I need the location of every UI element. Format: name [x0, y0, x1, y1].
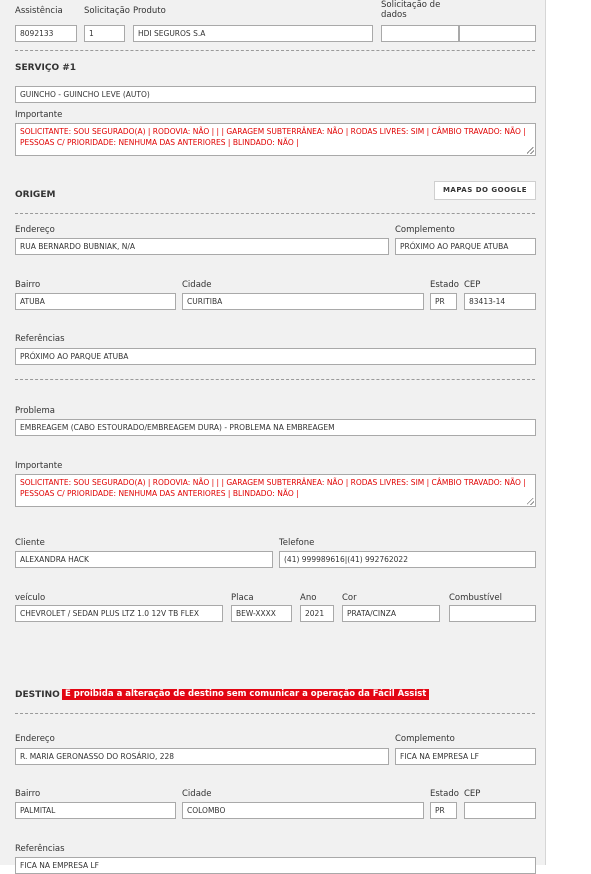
origem-referencias-field[interactable]: PRÓXIMO AO PARQUE ATUBA: [15, 348, 536, 365]
produto-label: Produto: [133, 6, 166, 16]
destino-estado-field[interactable]: PR: [430, 802, 457, 819]
importante-textarea[interactable]: [15, 123, 536, 156]
origem-referencias-label: Referências: [15, 334, 65, 344]
origem-endereco-label: Endereço: [15, 225, 55, 235]
destino-referencias-label: Referências: [15, 844, 65, 854]
problema-importante-text: SOLICITANTE: SOU SEGURADO(A) | RODOVIA: NÃO | | | GARAGEM SUBTERRÂNEA: NÃO | RODAS LIVRES: SIM | CÂMBIO TRAVADO: NÃO | PESSOAS C/ PRIORIDADE: NENHUMA DAS ANTERIORES | BLINDADO: NÃO |: [20, 478, 526, 498]
telefone-field[interactable]: (41) 999989616|(41) 992762022: [279, 551, 536, 568]
origem-complemento-label: Complemento: [395, 225, 455, 235]
ano-field[interactable]: 2021: [300, 605, 334, 622]
importante-label: Importante: [15, 110, 63, 120]
telefone-label: Telefone: [279, 538, 315, 548]
destino-cep-field[interactable]: [464, 802, 536, 819]
cliente-field[interactable]: ALEXANDRA HACK: [15, 551, 273, 568]
resize-grip-icon[interactable]: [527, 498, 534, 505]
origem-cidade-label: Cidade: [182, 280, 212, 290]
service-field[interactable]: GUINCHO - GUINCHO LEVE (AUTO): [15, 86, 536, 103]
destino-bairro-label: Bairro: [15, 789, 41, 799]
cliente-label: Cliente: [15, 538, 45, 548]
origem-bairro-label: Bairro: [15, 280, 41, 290]
destino-cep-label: CEP: [464, 789, 481, 799]
solicitacao-dados-label: Solicitação de dados: [381, 0, 441, 20]
combustivel-label: Combustível: [449, 593, 502, 603]
cor-label: Cor: [342, 593, 357, 603]
origem-cep-field[interactable]: 83413-14: [464, 293, 536, 310]
problema-importante-textarea[interactable]: [15, 474, 536, 507]
destino-complemento-field[interactable]: FICA NA EMPRESA LF: [395, 748, 536, 765]
assistencia-field[interactable]: 8092133: [15, 25, 77, 42]
solicitacao-label: Solicitação: [84, 6, 130, 16]
servico-title: SERVIÇO #1: [15, 63, 77, 73]
assistencia-label: Assistência: [15, 6, 63, 16]
destino-endereco-field[interactable]: R. MARIA GERONASSO DO ROSÁRIO, 228: [15, 748, 389, 765]
placa-label: Placa: [231, 593, 254, 603]
origem-endereco-field[interactable]: RUA BERNARDO BUBNIAK, N/A: [15, 238, 389, 255]
destino-title: DESTINO: [15, 690, 60, 700]
divider: [15, 379, 535, 380]
problema-importante-label: Importante: [15, 461, 63, 471]
origem-title: ORIGEM: [15, 190, 56, 200]
solicitacao-dados-field-1[interactable]: [381, 25, 459, 42]
origem-bairro-field[interactable]: ATUBA: [15, 293, 176, 310]
problema-label: Problema: [15, 406, 55, 416]
origem-cidade-field[interactable]: CURITIBA: [182, 293, 424, 310]
cor-field[interactable]: PRATA/CINZA: [342, 605, 440, 622]
destino-complemento-label: Complemento: [395, 734, 455, 744]
divider: [15, 713, 535, 714]
destino-warning-badge: É proibida a alteração de destino sem comunicar a operação da Fácil Assist: [62, 689, 429, 700]
veiculo-field[interactable]: CHEVROLET / SEDAN PLUS LTZ 1.0 12V TB FLEX: [15, 605, 223, 622]
origem-cep-label: CEP: [464, 280, 481, 290]
origem-complemento-field[interactable]: PRÓXIMO AO PARQUE ATUBA: [395, 238, 536, 255]
origem-estado-label: Estado: [430, 280, 459, 290]
divider: [15, 213, 535, 214]
veiculo-label: veículo: [15, 593, 46, 603]
destino-bairro-field[interactable]: PALMITAL: [15, 802, 176, 819]
destino-cidade-field[interactable]: COLOMBO: [182, 802, 424, 819]
divider: [15, 50, 535, 51]
origem-estado-field[interactable]: PR: [430, 293, 457, 310]
placa-field[interactable]: BEW-XXXX: [231, 605, 292, 622]
problema-field[interactable]: EMBREAGEM (CABO ESTOURADO/EMBREAGEM DURA) - PROBLEMA NA EMBREAGEM: [15, 419, 536, 436]
destino-endereco-label: Endereço: [15, 734, 55, 744]
destino-estado-label: Estado: [430, 789, 459, 799]
ano-label: Ano: [300, 593, 317, 603]
google-maps-button[interactable]: MAPAS DO GOOGLE: [434, 181, 536, 200]
resize-grip-icon[interactable]: [527, 147, 534, 154]
solicitacao-dados-field-2[interactable]: [459, 25, 536, 42]
destino-cidade-label: Cidade: [182, 789, 212, 799]
solicitacao-field[interactable]: 1: [84, 25, 125, 42]
destino-referencias-field[interactable]: FICA NA EMPRESA LF: [15, 857, 536, 874]
importante-text: SOLICITANTE: SOU SEGURADO(A) | RODOVIA: NÃO | | | GARAGEM SUBTERRÂNEA: NÃO | RODAS LIVRES: SIM | CÂMBIO TRAVADO: NÃO | PESSOAS C/ PRIORIDADE: NENHUMA DAS ANTERIORES | BLINDADO: NÃO |: [20, 127, 526, 147]
produto-field[interactable]: HDI SEGUROS S.A: [133, 25, 373, 42]
combustivel-field[interactable]: [449, 605, 536, 622]
